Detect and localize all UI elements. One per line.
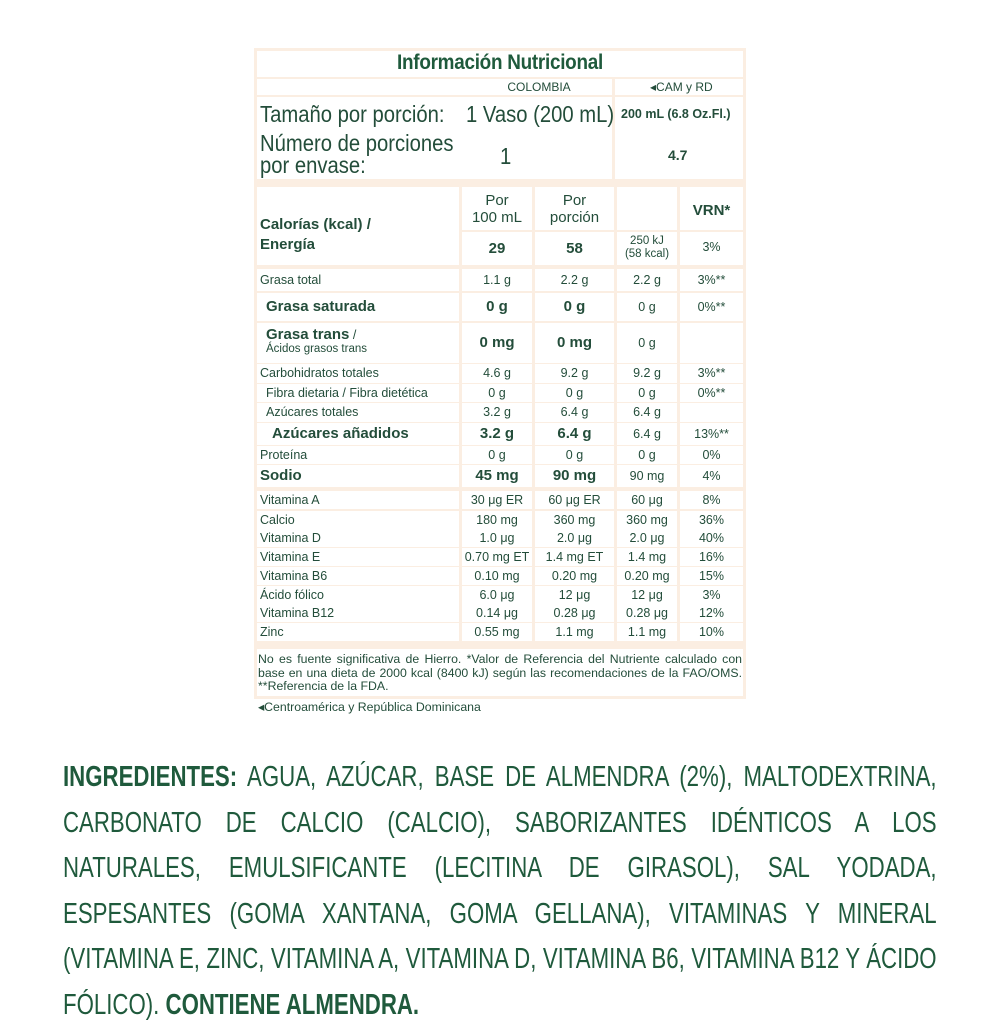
nutrient-vcam: 2.2 g bbox=[633, 272, 661, 287]
nutrient-label: Proteína bbox=[260, 447, 308, 462]
energy-vcam-2: (58 kcal) bbox=[624, 248, 670, 260]
nutrient-label: Azúcares añadidos bbox=[272, 425, 409, 443]
footnote-cam: ◂Centroamérica y República Dominicana bbox=[258, 700, 481, 714]
vitamin-v100: 0.55 mg bbox=[474, 625, 520, 639]
nutrient-label: Grasa saturada bbox=[266, 298, 376, 316]
vitamin-vpor: 60 μg ER bbox=[548, 493, 601, 507]
nutrient-label: Fibra dietaria / Fibra dietética bbox=[266, 385, 428, 400]
nutrient-vcam: 0 g bbox=[638, 299, 656, 314]
nutrient-vrn: 3%** bbox=[697, 366, 726, 381]
nutrient-vrn: 0%** bbox=[697, 385, 726, 400]
vitamin-v100: 1.0 μg bbox=[479, 531, 515, 545]
energy-vcam-1: 250 kJ bbox=[630, 235, 664, 247]
vitamin-vcam: 1.1 mg bbox=[627, 625, 667, 639]
notes-text: No es fuente significativa de Hierro. *Valor de Referencia del Nutriente calculado con base en una dieta de 2000 kcal (8400 kJ) según las recomendaciones de la FAO/OMS. **Referencia de la FDA. bbox=[258, 652, 742, 693]
nutrient-v100: 3.2 g bbox=[479, 425, 515, 443]
vitamin-label: Zinc bbox=[260, 625, 284, 639]
serving-size-value: 1 Vaso (200 mL) bbox=[466, 101, 615, 127]
nutrient-vpor: 2.2 g bbox=[560, 272, 589, 287]
nutrient-label: Azúcares totales bbox=[266, 405, 359, 420]
vitamin-v100: 6.0 μg bbox=[479, 588, 515, 602]
portions-label-1: Número de porciones bbox=[260, 130, 454, 156]
vitamin-vrn: 12% bbox=[698, 606, 725, 620]
nutrient-vpor: 0 g bbox=[565, 447, 584, 462]
energy-label-2: Energía bbox=[260, 236, 316, 253]
vitamin-vrn: 36% bbox=[698, 513, 725, 527]
nutrient-vcam: 0 g bbox=[638, 385, 656, 400]
nutrient-vcam: 6.4 g bbox=[633, 405, 661, 420]
header-cam: ◂CAM y RD bbox=[650, 80, 713, 94]
nutrient-v100: 3.2 g bbox=[483, 405, 511, 420]
nutrient-vrn: 4% bbox=[702, 468, 721, 483]
nutrient-vrn: 13%** bbox=[694, 426, 729, 441]
vitamin-vpor: 1.1 mg bbox=[555, 625, 594, 639]
vitamin-label: Ácido fólico bbox=[260, 588, 324, 602]
vitamin-label: Vitamina B12 bbox=[260, 606, 335, 620]
vitamin-vrn: 10% bbox=[698, 625, 725, 639]
nutrient-vcam: 6.4 g bbox=[633, 426, 661, 441]
col-100-header-2: 100 mL bbox=[471, 209, 523, 226]
vitamin-vpor: 0.28 μg bbox=[553, 606, 596, 620]
vitamin-vpor: 12 μg bbox=[558, 588, 591, 602]
vitamin-vcam: 1.4 mg bbox=[627, 550, 667, 564]
vitamin-vcam: 12 μg bbox=[631, 588, 663, 602]
col-vrn-header: VRN* bbox=[692, 202, 731, 219]
ingredients-list: AGUA, AZÚCAR, BASE DE ALMENDRA (2%), MALTODEXTRINA, CARBONATO DE CALCIO (CALCIO), SABORIZANTES IDÉNTICOS A LOS NATURALES, EMULSIFICANTE (LECITINA DE GIRASOL), SAL YODADA, ESPESANTES (GOMA XANTANA, GOMA GELLANA), VITAMINAS Y MINERAL (VITAMINA E, ZINC, VITAMINA A, VITAMINA D, VITAMINA B6, VITAMINA B12 Y ÁCIDO FÓLICO). bbox=[63, 761, 937, 1021]
nutrient-v100: 0 g bbox=[488, 385, 506, 400]
contains-almond: CONTIENE ALMENDRA. bbox=[165, 988, 420, 1021]
portions-value: 1 bbox=[500, 143, 512, 169]
vitamin-vrn: 8% bbox=[702, 493, 721, 507]
nutrient-v100: 0 g bbox=[488, 447, 506, 462]
energy-vrn-val: 3% bbox=[702, 240, 721, 254]
nutrient-sublabel: Ácidos grasos trans bbox=[266, 343, 367, 355]
nutrient-vpor: 0 g bbox=[563, 298, 586, 316]
vitamin-v100: 0.70 mg ET bbox=[464, 550, 530, 564]
nutrient-vrn: 3%** bbox=[697, 272, 726, 287]
ingredients-text bbox=[63, 755, 937, 1028]
nutrient-label-separator: / bbox=[349, 328, 357, 342]
header-colombia: COLOMBIA bbox=[507, 80, 571, 94]
nutrient-label: Carbohidratos totales bbox=[260, 366, 379, 381]
nutrient-v100: 1.1 g bbox=[483, 272, 511, 287]
vitamin-v100: 0.10 mg bbox=[474, 569, 520, 583]
nutrient-vcam: 9.2 g bbox=[633, 366, 661, 381]
nutrient-vcam: 90 mg bbox=[629, 468, 665, 483]
vitamin-label: Vitamina D bbox=[260, 531, 321, 545]
vitamin-vrn: 40% bbox=[698, 531, 725, 545]
nutrient-vcam: 0 g bbox=[638, 335, 656, 350]
nutrient-label: Sodio bbox=[260, 467, 302, 485]
nutrient-value-cell bbox=[680, 403, 743, 422]
nutrient-label: Grasa trans / bbox=[266, 326, 357, 343]
col-100-header-1: Por bbox=[485, 192, 509, 209]
vitamin-vrn: 15% bbox=[698, 569, 725, 583]
serving-size-label: Tamaño por porción: bbox=[260, 101, 445, 127]
serving-size-value-cam: 200 mL (6.8 Oz.Fl.) bbox=[621, 107, 731, 121]
vitamin-vcam: 0.20 mg bbox=[624, 569, 670, 583]
vitamin-vpor: 2.0 μg bbox=[556, 531, 592, 545]
energy-hcam-cell bbox=[617, 187, 677, 230]
vitamin-vcam: 360 mg bbox=[626, 513, 668, 527]
nutrient-v100: 0 g bbox=[486, 298, 508, 316]
energy-v100: 29 bbox=[488, 240, 506, 257]
vitamin-vpor: 1.4 mg ET bbox=[545, 550, 604, 564]
vitamin-label: Vitamina E bbox=[260, 550, 321, 564]
vitamin-label-cell bbox=[257, 623, 459, 641]
nutrient-vpor: 9.2 g bbox=[560, 366, 589, 381]
vitamin-v100: 30 μg ER bbox=[470, 493, 524, 507]
nutrient-vpor: 6.4 g bbox=[560, 405, 589, 420]
vitamin-vpor: 0.20 mg bbox=[551, 569, 598, 583]
nutrient-v100: 45 mg bbox=[475, 467, 519, 485]
vitamin-label: Calcio bbox=[260, 513, 295, 527]
vitamin-vrn: 16% bbox=[698, 550, 725, 564]
ingredients-label: INGREDIENTES: bbox=[63, 761, 238, 793]
nutrient-value-cell bbox=[680, 323, 743, 363]
nutrient-vcam: 0 g bbox=[638, 447, 656, 462]
vitamin-vrn: 3% bbox=[702, 588, 721, 602]
vitamin-vpor: 360 mg bbox=[553, 513, 596, 527]
col-por-header-2: porción bbox=[549, 209, 600, 226]
nutrient-v100: 4.6 g bbox=[483, 366, 511, 381]
panel-title: Información Nutricional bbox=[397, 51, 603, 74]
nutrient-vrn: 0%** bbox=[697, 299, 726, 314]
nutrient-vpor: 6.4 g bbox=[557, 425, 592, 443]
col-por-header-1: Por bbox=[562, 192, 587, 209]
portions-label-2: por envase: bbox=[260, 152, 366, 178]
nutrient-vpor: 0 g bbox=[565, 385, 584, 400]
vitamin-label: Vitamina A bbox=[260, 493, 320, 507]
vitamin-v100: 0.14 μg bbox=[476, 606, 518, 620]
nutrition-facts-panel bbox=[254, 48, 746, 699]
nutrient-vpor: 0 mg bbox=[556, 334, 592, 352]
nutrient-vpor: 90 mg bbox=[552, 467, 597, 485]
vitamin-label: Vitamina B6 bbox=[260, 569, 328, 583]
vitamin-vcam: 60 μg bbox=[631, 493, 663, 507]
vitamin-vcam: 2.0 μg bbox=[629, 531, 665, 545]
nutrient-label: Grasa total bbox=[260, 272, 322, 287]
energy-vpor: 58 bbox=[566, 240, 583, 257]
portions-value-cam: 4.7 bbox=[668, 147, 688, 163]
vitamin-v100: 180 mg bbox=[476, 513, 518, 527]
nutrient-vrn: 0% bbox=[702, 447, 721, 462]
energy-label-1: Calorías (kcal) / bbox=[260, 216, 371, 233]
nutrient-v100: 0 mg bbox=[479, 334, 515, 352]
vitamin-vcam: 0.28 μg bbox=[626, 606, 668, 620]
